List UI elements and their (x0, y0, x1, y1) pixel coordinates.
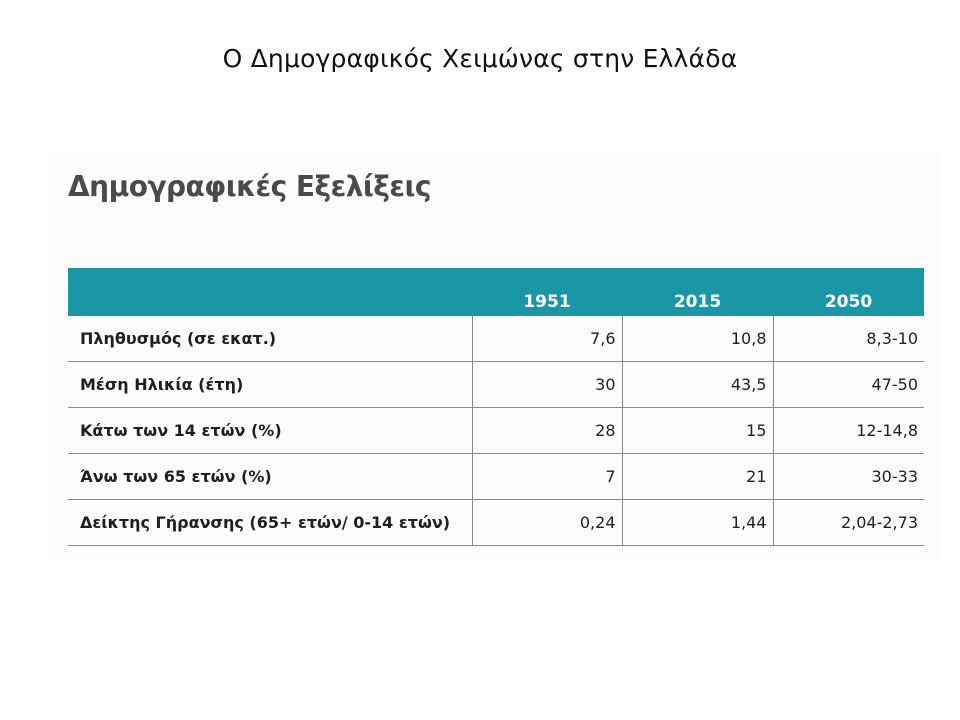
demographics-table (68, 268, 924, 546)
cell-2050: 30-33 (773, 454, 924, 500)
row-label: Μέση Ηλικία (έτη) (68, 362, 472, 408)
table-header-row (68, 268, 924, 316)
header-cell-2050: 2050 (773, 268, 924, 316)
row-label: Δείκτης Γήρανσης (65+ ετών/ 0-14 ετών) (68, 500, 472, 546)
row-label: Κάτω των 14 ετών (%) (68, 408, 472, 454)
panel-heading: Δημογραφικές Εξελίξεις (68, 170, 431, 203)
cell-1951: 7 (472, 454, 622, 500)
cell-2050: 12-14,8 (773, 408, 924, 454)
cell-1951: 30 (472, 362, 622, 408)
table-row (68, 362, 924, 408)
header-cell-label (68, 268, 472, 316)
cell-2015: 43,5 (622, 362, 773, 408)
cell-2015: 1,44 (622, 500, 773, 546)
header-cell-2015: 2015 (622, 268, 773, 316)
cell-2050: 8,3-10 (773, 316, 924, 362)
cell-2015: 10,8 (622, 316, 773, 362)
cell-1951: 0,24 (472, 500, 622, 546)
cell-2015: 15 (622, 408, 773, 454)
cell-2015: 21 (622, 454, 773, 500)
cell-2050: 2,04-2,73 (773, 500, 924, 546)
table-row (68, 408, 924, 454)
cell-1951: 7,6 (472, 316, 622, 362)
table-row (68, 500, 924, 546)
table-row (68, 454, 924, 500)
row-label: Πληθυσμός (σε εκατ.) (68, 316, 472, 362)
slide-title: Ο Δημογραφικός Χειμώνας στην Ελλάδα (222, 44, 738, 73)
row-label: Άνω των 65 ετών (%) (68, 454, 472, 500)
cell-1951: 28 (472, 408, 622, 454)
table-row (68, 316, 924, 362)
cell-2050: 47-50 (773, 362, 924, 408)
header-cell-1951: 1951 (472, 268, 622, 316)
